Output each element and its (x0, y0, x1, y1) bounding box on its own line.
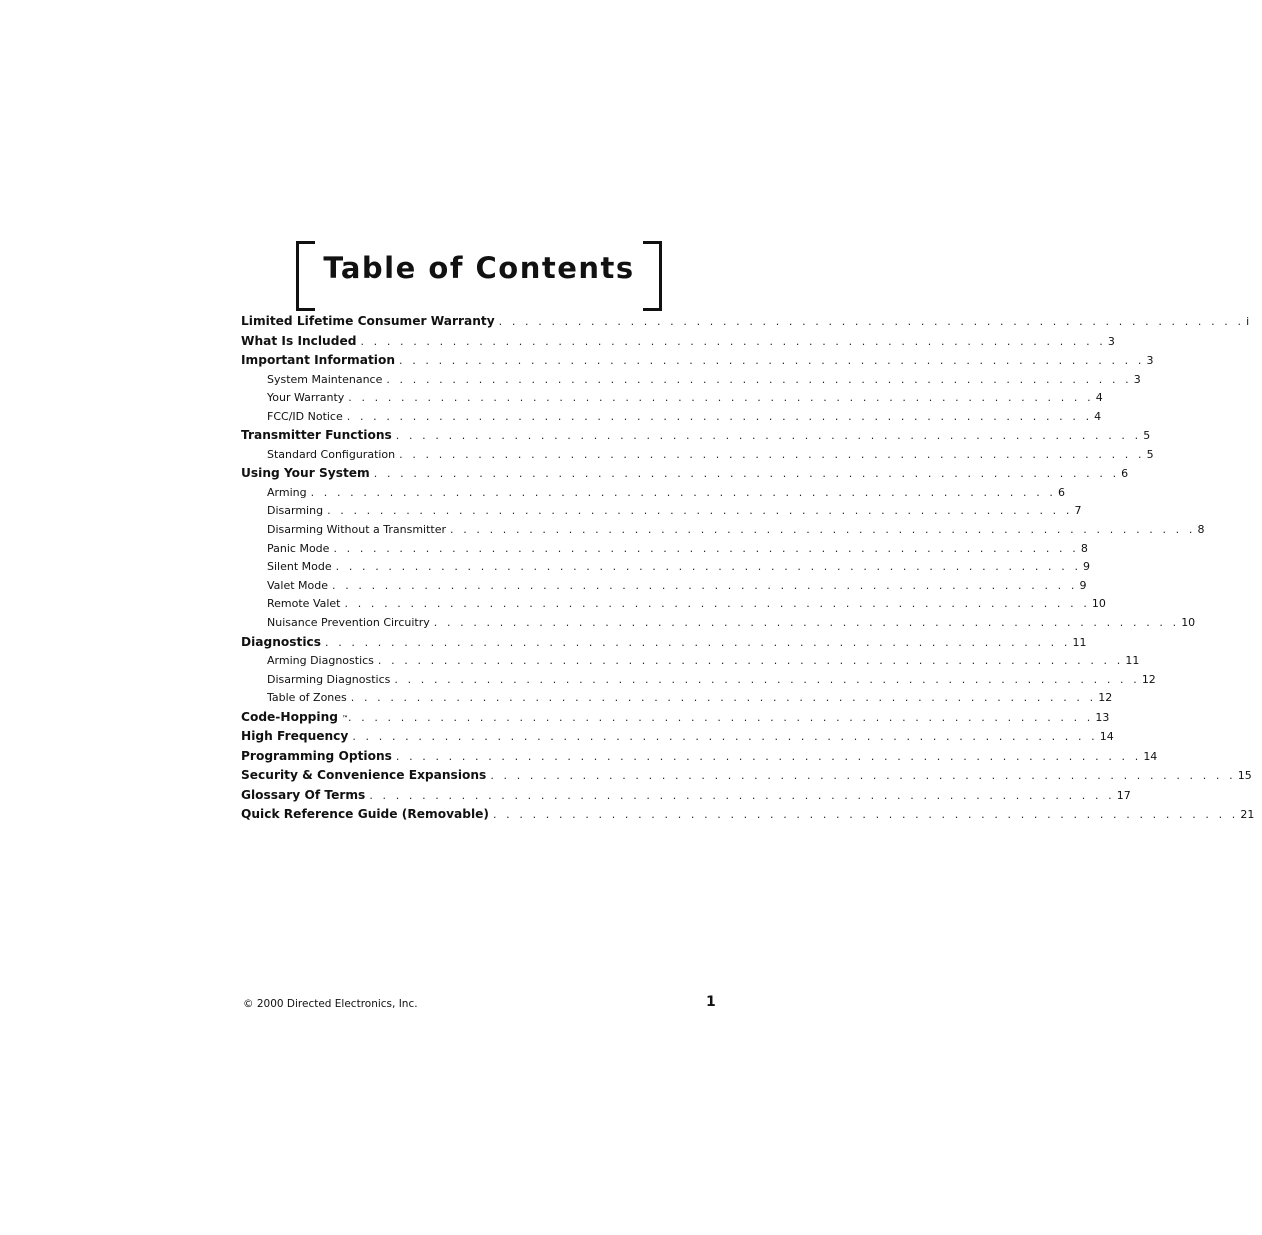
toc-entry (241, 353, 1154, 373)
toc-entry (241, 409, 1102, 429)
toc-entry (241, 541, 1088, 561)
toc-entry-label: Security & Convenience Expansions (241, 768, 487, 783)
toc-dot-leader: . . . . . . . . . . . . . . . . . . . . . . . . . . . . . . . . . . . . . . . . . . . . . . . . . . . . . . . . . (344, 597, 1090, 611)
copyright-notice: © 2000 Directed Electronics, Inc. (243, 998, 418, 1010)
table-of-contents (241, 314, 1255, 827)
toc-entry-label: Code-Hopping (241, 709, 338, 724)
toc-entry-label: Valet Mode (267, 578, 329, 592)
toc-entry (241, 709, 1110, 730)
page-number: 1 (706, 994, 716, 1010)
toc-entry-page: 4 (1094, 409, 1102, 423)
toc-entry-label: System Maintenance (267, 372, 383, 386)
toc-dot-leader: . . . . . . . . . . . . . . . . . . . . . . . . . . . . . . . . . . . . . . . . . . . . . . . . . . . . . . . . . (335, 560, 1082, 574)
toc-entry-label: Glossary Of Terms (241, 787, 366, 802)
toc-entry-page: 12 (1141, 672, 1156, 686)
toc-entry-label: Panic Mode (267, 541, 330, 555)
toc-dot-leader: . . . . . . . . . . . . . . . . . . . . . . . . . . . . . . . . . . . . . . . . . . . . . . . . . . . . . . . . . (325, 635, 1071, 649)
toc-dot-leader: . . . . . . . . . . . . . . . . . . . . . . . . . . . . . . . . . . . . . . . . . . . . . . . . . . . . . . . . . (492, 808, 1239, 822)
toc-dot-leader: . . . . . . . . . . . . . . . . . . . . . . . . . . . . . . . . . . . . . . . . . . . . . . . . . . . . . . . . . (394, 672, 1140, 686)
toc-dot-leader: . . . . . . . . . . . . . . . . . . . . . . . . . . . . . . . . . . . . . . . . . . . . . . . . . . . . . . . . . (373, 467, 1120, 481)
toc-entry (241, 466, 1129, 486)
toc-entry-page: 11 (1072, 635, 1087, 649)
toc-dot-leader: . . . . . . . . . . . . . . . . . . . . . . . . . . . . . . . . . . . . . . . . . . . . . . . . . . . . . . . . . (386, 372, 1132, 386)
toc-entry (241, 654, 1140, 673)
toc-entry-label: Disarming (267, 504, 324, 518)
toc-dot-leader: . . . . . . . . . . . . . . . . . . . . . . . . . . . . . . . . . . . . . . . . . . . . . . . . . . . . . . . . . (369, 788, 1115, 802)
toc-entry-page: i (1246, 315, 1250, 328)
toc-dot-leader: . . . . . . . . . . . . . . . . . . . . . . . . . . . . . . . . . . . . . . . . . . . . . . . . . . . . . . . . . (360, 334, 1106, 348)
toc-entry-page: 15 (1237, 769, 1252, 783)
toc-entry-label: Standard Configuration (267, 447, 396, 461)
toc-entry-label: FCC/ID Notice (267, 409, 343, 423)
toc-entry (241, 333, 1115, 354)
toc-entry (241, 672, 1156, 692)
toc-dot-leader: . . . . . . . . . . . . . . . . . . . . . . . . . . . . . . . . . . . . . . . . . . . . . . . . . . . . . . . . . (327, 504, 1073, 518)
right-bracket (643, 241, 662, 311)
toc-entry (241, 428, 1151, 448)
toc-entry-page: 10 (1091, 597, 1106, 611)
toc-entry-page: 6 (1058, 485, 1066, 499)
toc-entry (241, 807, 1255, 827)
toc-entry-page: 11 (1125, 654, 1140, 668)
toc-entry (241, 314, 1250, 334)
toc-entry (241, 523, 1205, 542)
toc-entry-label: What Is Included (241, 333, 357, 348)
toc-dot-leader: . . . . . . . . . . . . . . . . . . . . . . . . . . . . . . . . . . . . . . . . . . . . . . . . . . . . . . . . . (348, 391, 1094, 405)
toc-entry-page: 14 (1143, 749, 1158, 763)
toc-entry-page: 3 (1107, 334, 1115, 348)
toc-entry (241, 634, 1087, 655)
toc-entry-page: 3 (1133, 372, 1141, 386)
toc-entry-label: Table of Zones (267, 691, 347, 705)
toc-entry-label: Quick Reference Guide (Removable) (241, 807, 489, 822)
toc-entry-label: Disarming Without a Transmitter (267, 523, 447, 537)
toc-entry-label: Important Information (241, 353, 396, 367)
toc-entry-page: 6 (1121, 467, 1129, 481)
toc-entry-page: 9 (1083, 560, 1091, 574)
page-title: Table of Contents (323, 251, 635, 285)
toc-dot-leader: . . . . . . . . . . . . . . . . . . . . . . . . . . . . . . . . . . . . . . . . . . . . . . . . . . . . . . . . . (395, 429, 1142, 443)
toc-entry (241, 578, 1087, 598)
toc-entry (241, 485, 1066, 505)
toc-entry-label: Remote Valet (267, 597, 341, 611)
toc-entry (241, 729, 1114, 749)
toc-entry-page: 21 (1240, 808, 1255, 822)
toc-entry-page: 4 (1095, 391, 1103, 405)
toc-entry (241, 391, 1103, 410)
toc-entry-label: Diagnostics (241, 634, 322, 649)
toc-dot-leader: . . . . . . . . . . . . . . . . . . . . . . . . . . . . . . . . . . . . . . . . . . . . . . . . . . . . . . . . . (332, 578, 1078, 592)
toc-entry-label: Arming (267, 485, 307, 499)
toc-dot-leader: . . . . . . . . . . . . . . . . . . . . . . . . . . . . . . . . . . . . . . . . . . . . . . . . . . . . . . . . . (346, 409, 1093, 423)
toc-entry-label: Disarming Diagnostics (267, 672, 391, 686)
toc-entry (241, 560, 1091, 579)
toc-dot-leader: . . . . . . . . . . . . . . . . . . . . . . . . . . . . . . . . . . . . . . . . . . . . . . . . . . . . . . . . . (498, 315, 1245, 328)
toc-entry-page: 10 (1181, 616, 1196, 630)
toc-entry-label: Your Warranty (267, 391, 345, 405)
toc-entry-page: 9 (1079, 578, 1087, 592)
toc-entry-page: 14 (1099, 730, 1114, 744)
toc-entry (241, 597, 1106, 616)
toc-dot-leader: . . . . . . . . . . . . . . . . . . . . . . . . . . . . . . . . . . . . . . . . . . . . . . . . . . . . . . . . . (490, 769, 1236, 783)
toc-entry-label: Silent Mode (267, 560, 332, 574)
toc-dot-leader: . . . . . . . . . . . . . . . . . . . . . . . . . . . . . . . . . . . . . . . . . . . . . . . . . . . . . . . . . (377, 654, 1124, 668)
toc-dot-leader: . . . . . . . . . . . . . . . . . . . . . . . . . . . . . . . . . . . . . . . . . . . . . . . . . . . . . . . . . (395, 749, 1142, 763)
toc-entry (241, 447, 1154, 467)
toc-dot-leader: . . . . . . . . . . . . . . . . . . . . . . . . . . . . . . . . . . . . . . . . . . . . . . . . . . . . . . . . . (347, 710, 1094, 724)
toc-entry-page: 5 (1143, 429, 1151, 443)
toc-entry-label: High Frequency (241, 729, 349, 744)
toc-entry-page: 12 (1098, 691, 1113, 705)
toc-dot-leader: . . . . . . . . . . . . . . . . . . . . . . . . . . . . . . . . . . . . . . . . . . . . . . . . . . . . . . . . . (399, 447, 1145, 461)
toc-entry-page: 8 (1197, 523, 1205, 537)
trademark-mark: ™ (341, 714, 348, 722)
toc-entry (241, 748, 1158, 769)
toc-entry (241, 372, 1141, 392)
toc-dot-leader: . . . . . . . . . . . . . . . . . . . . . . . . . . . . . . . . . . . . . . . . . . . . . . . . . . . . . . . . . (433, 616, 1180, 630)
toc-dot-leader: . . . . . . . . . . . . . . . . . . . . . . . . . . . . . . . . . . . . . . . . . . . . . . . . . . . . . . . . . (310, 485, 1057, 499)
toc-entry-label: Nuisance Prevention Circuitry (267, 616, 430, 630)
toc-entry-label: Arming Diagnostics (267, 654, 374, 668)
toc-entry-page: 13 (1095, 710, 1110, 724)
toc-entry-page: 3 (1146, 354, 1154, 367)
toc-entry (241, 504, 1082, 523)
toc-dot-leader: . . . . . . . . . . . . . . . . . . . . . . . . . . . . . . . . . . . . . . . . . . . . . . . . . . . . . . . . . (352, 730, 1098, 744)
toc-entry-label: Using Your System (241, 466, 370, 481)
toc-entry-label: Limited Lifetime Consumer Warranty (241, 314, 495, 328)
toc-entry (241, 787, 1131, 808)
toc-dot-leader: . . . . . . . . . . . . . . . . . . . . . . . . . . . . . . . . . . . . . . . . . . . . . . . . . . . . . . . . . (450, 523, 1196, 537)
toc-dot-leader: . . . . . . . . . . . . . . . . . . . . . . . . . . . . . . . . . . . . . . . . . . . . . . . . . . . . . . . . . (333, 541, 1079, 555)
toc-entry (241, 691, 1113, 710)
toc-entry-page: 5 (1146, 447, 1154, 461)
toc-entry-label: Transmitter Functions (241, 428, 392, 443)
toc-entry (241, 768, 1252, 788)
toc-entry-page: 8 (1080, 541, 1088, 555)
toc-dot-leader: . . . . . . . . . . . . . . . . . . . . . . . . . . . . . . . . . . . . . . . . . . . . . . . . . . . . . . . . . (350, 691, 1097, 705)
toc-entry-page: 7 (1074, 504, 1082, 518)
toc-dot-leader: . . . . . . . . . . . . . . . . . . . . . . . . . . . . . . . . . . . . . . . . . . . . . . . . . . . . . . . . . (399, 354, 1145, 367)
toc-entry-page: 17 (1116, 788, 1131, 802)
toc-entry (241, 616, 1196, 635)
toc-entry-label: Programming Options (241, 748, 392, 763)
title-block (296, 241, 662, 309)
